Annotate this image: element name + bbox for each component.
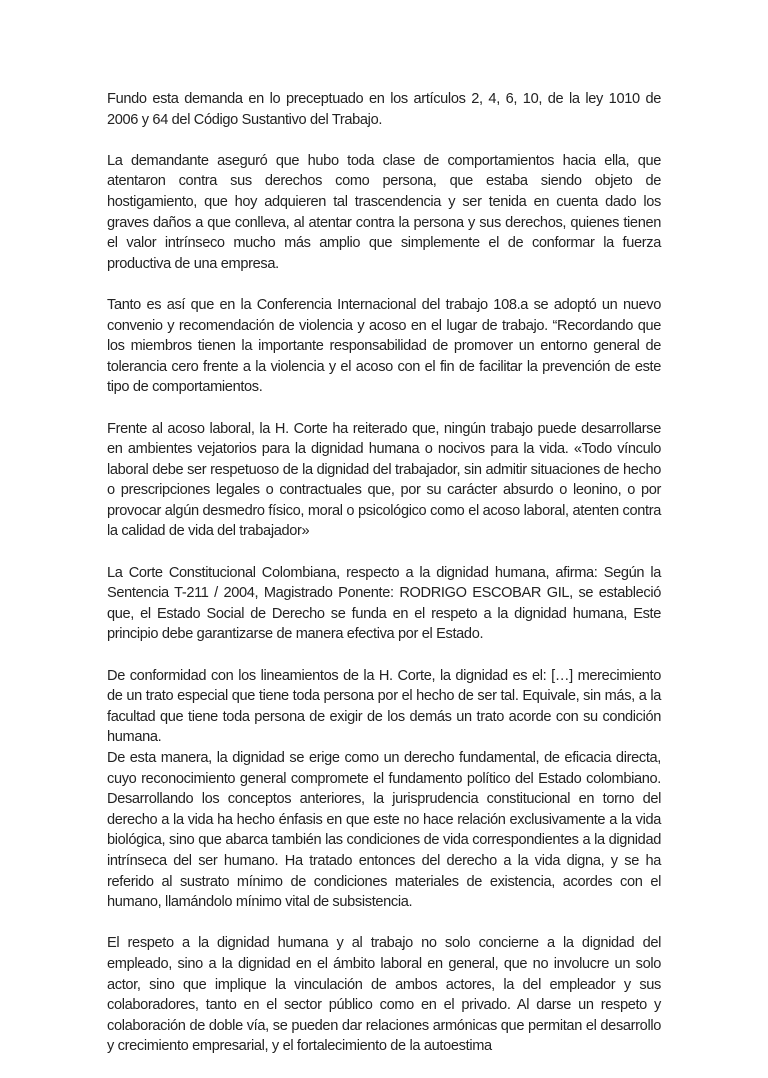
paragraph-conferencia-oit: Tanto es así que en la Conferencia Internacional del trabajo 108.a se adoptó un nuevo convenio y recomendación de violencia y acoso en el lugar de trabajo. “Recordando que los miembros tienen la importante responsabilidad de promover un entorno general de tolerancia cero frente a la violencia y el acoso con el fin de facilitar la prevención de este tipo de comportamientos.	[107, 296, 661, 396]
document-page	[107, 89, 661, 1078]
paragraph-demandante: La demandante aseguró que hubo toda clase de comportamientos hacia ella, que atentaron contra sus derechos como persona, que estaba siendo objeto de hostigamiento, que hoy adquieren tal trascendencia y ser tenida en cuenta dado los graves daños a que conlleva, al atentar contra la persona y sus derechos, quienes tienen el valor intrínseco mucho más amplio que simplemente el de conformar la fuerza productiva de una empresa.	[107, 152, 661, 272]
paragraph-derecho-fundamental: De esta manera, la dignidad se erige como un derecho fundamental, de eficacia directa, cuyo reconocimiento general compromete el fundamento político del Estado colombiano. Desarrollando los conceptos anteriores, la jurisprudencia constitucional en torno del derecho a la vida ha hecho énfasis en que este no hace relación exclusivamente a la vida biológica, sino que abarca también las condiciones de vida correspondientes a la dignidad intrínseca del ser humano. Ha tratado entonces del derecho a la vida digna, y se ha referido al sustrato mínimo de condiciones materiales de existencia, acordes con el humano, llamándolo mínimo vital de subsistencia.	[107, 750, 661, 911]
paragraph-respeto-dignidad: El respeto a la dignidad humana y al trabajo no solo concierne a la dignidad del empleado, sino a la dignidad en el ámbito laboral en general, que no involucre un solo actor, sino que implique la vinculación de ambos actores, la del empleador y sus colaboradores, tanto en el sector público como en el privado. Al darse un respeto y colaboración de doble vía, se pueden dar relaciones armónicas que permitan el desarrollo y crecimiento empresarial, y el fortalecimiento de la autoestima	[107, 935, 661, 1055]
paragraph-lineamientos-corte: De conformidad con los lineamientos de la H. Corte, la dignidad es el: […] merecimiento de un trato especial que tiene toda persona por el hecho de ser tal. Equivale, sin más, a la facultad que tiene toda persona de exigir de los demás un trato acorde con su condición humana.	[107, 667, 661, 746]
paragraph-corte-constitucional: La Corte Constitucional Colombiana, respecto a la dignidad humana, afirma: Según la Sentencia T-211 / 2004, Magistrado Ponente: RODRIGO ESCOBAR GIL, se estableció que, el Estado Social de Derecho se funda en el respeto a la dignidad humana, Este principio debe garantizarse de manera efectiva por el Estado.	[107, 564, 661, 643]
paragraph-acoso-laboral: Frente al acoso laboral, la H. Corte ha reiterado que, ningún trabajo puede desarrollarse en ambientes vejatorios para la dignidad humana o nocivos para la vida. «Todo vínculo laboral debe ser respetuoso de la dignidad del trabajador, sin admitir situaciones de hecho o prescripciones legales o contractuales que, por su carácter absurdo o leonino, o por provocar algún desmedro físico, moral o psicológico como el acoso laboral, atenten contra la calidad de vida del trabajador»	[107, 420, 661, 540]
paragraph-fundamento-legal: Fundo esta demanda en lo preceptuado en los artículos 2, 4, 6, 10, de la ley 1010 de 2006 y 64 del Código Sustantivo del Trabajo.	[107, 91, 661, 128]
